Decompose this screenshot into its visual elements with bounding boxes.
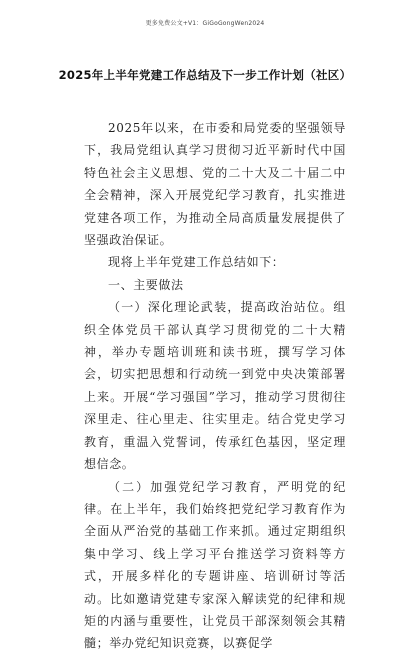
paragraph-theory: （一）深化理论武装，提高政治站位。组织全体党员干部认真学习贯彻党的二十大精神，举办专题培训班和读书班，撰写学习体会，切实把思想和行动统一到党中央决策部署上来。开展“学习强国”学习，推动学习贯彻往深里走、往心里走、往实里走。结合党史学习教育，重温入党誓词，传承红色基因，坚定理想信念。	[84, 300, 346, 472]
document-body	[84, 117, 346, 655]
section-heading-main-practices: 一、主要做法	[108, 277, 184, 292]
paragraph-summary-lead: 现将上半年党建工作总结如下：	[108, 255, 285, 270]
paragraph-discipline: （二）加强党纪学习教育，严明党的纪律。在上半年，我们始终把党纪学习教育作为全面从严治党的基础工作来抓。通过定期组织集中学习、线上学习平台推送学习资料等方式，开展多样化的专题讲座、培训研讨等活动。比如邀请党建专家深入解读党的纪律和规矩的内涵与重要性，让党员干部深刻领会其精髓；举办党纪知识竞赛，以赛促学	[84, 479, 346, 651]
document-title: 2025年上半年党建工作总结及下一步工作计划（社区）	[58, 68, 352, 82]
header-note: 更多免费公文+V1：GiGoGongWen2024	[145, 20, 265, 27]
paragraph-intro: 2025年以来，在市委和局党委的坚强领导下，我局党组认真学习贯彻习近平新时代中国特色社会主义思想、党的二十大及二十届二中全会精神，深入开展党纪学习教育，扎实推进党建各项工作，为推动全局高质量发展提供了坚强政治保证。	[84, 121, 346, 248]
